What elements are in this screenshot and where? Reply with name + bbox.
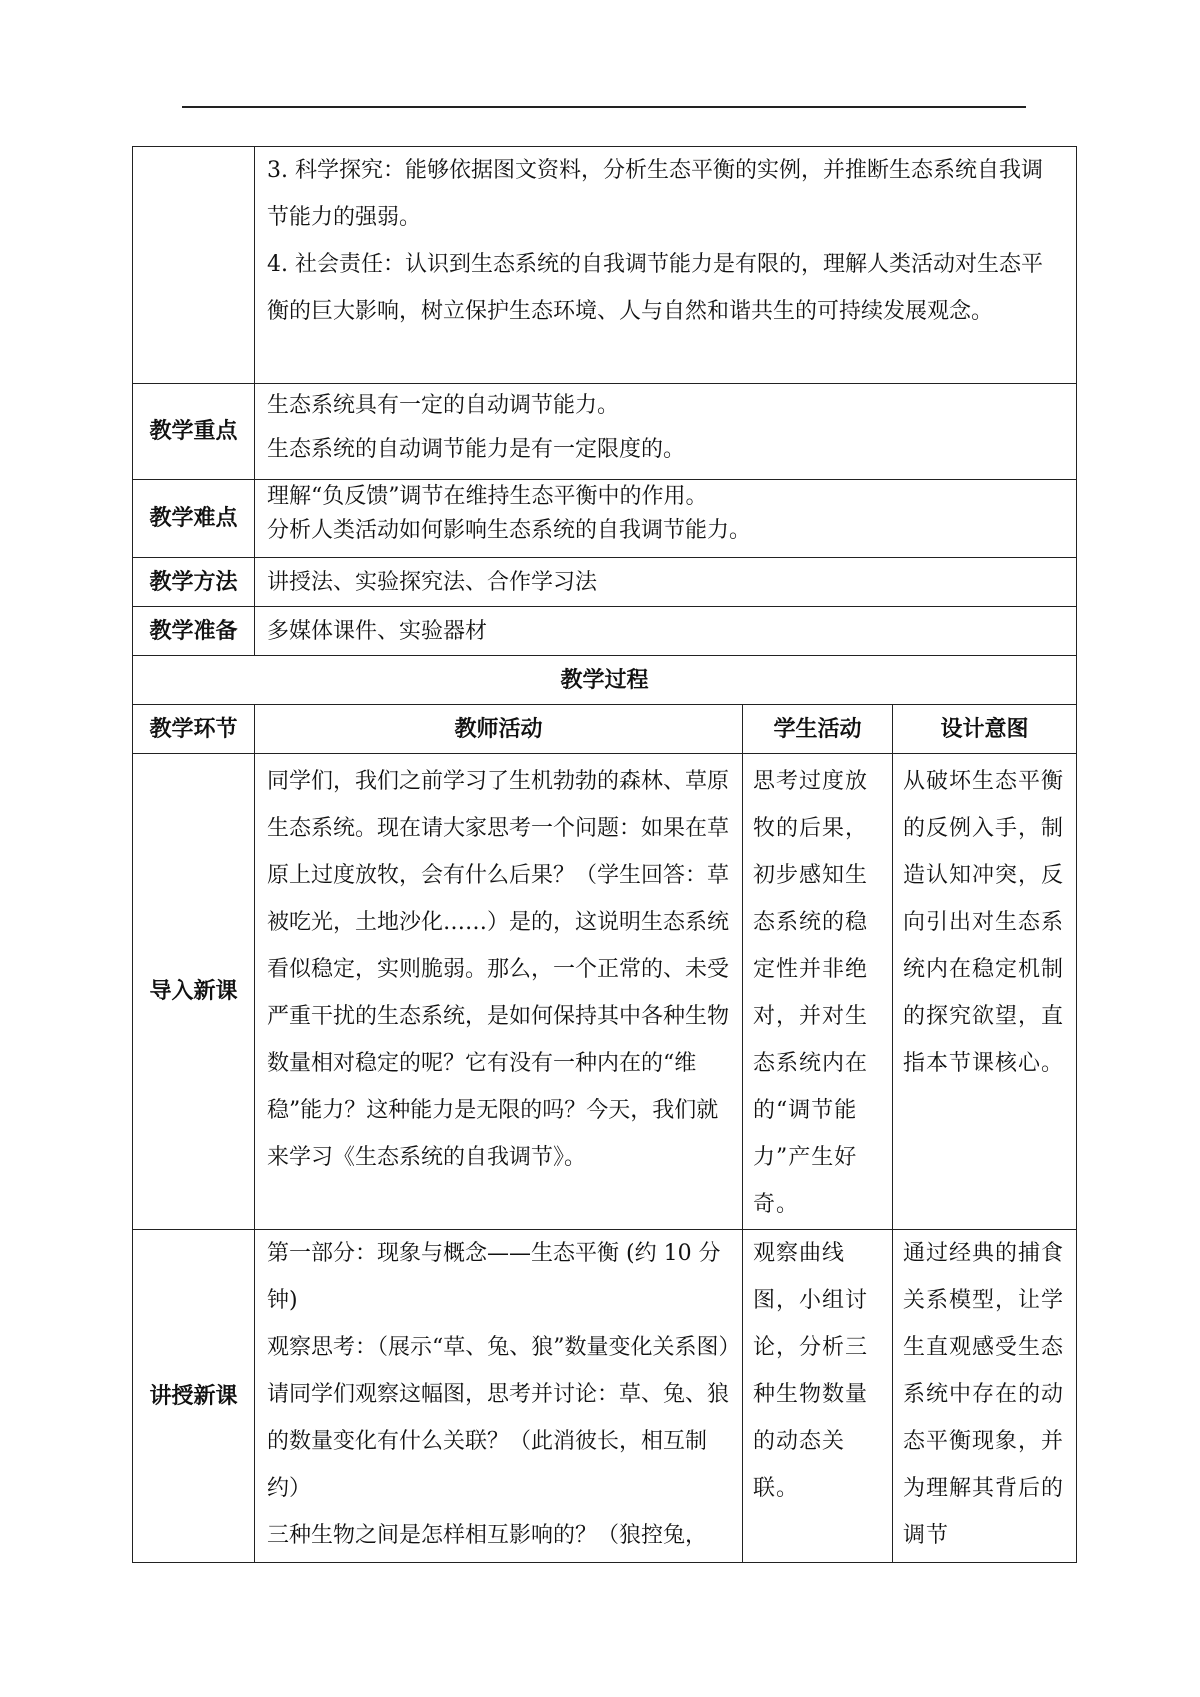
teacher-line-1: 第一部分：现象与概念——生态平衡 (约 10 分钟) bbox=[267, 1241, 721, 1313]
key-point-1: 生态系统具有一定的自动调节能力。 bbox=[267, 393, 620, 418]
column-header-teacher: 教师活动 bbox=[255, 705, 743, 754]
objectives-cell bbox=[255, 147, 1077, 384]
column-header-student: 学生活动 bbox=[743, 705, 893, 754]
difficulties-row bbox=[133, 480, 1077, 558]
preparation-label: 教学准备 bbox=[133, 607, 255, 656]
teacher-line-2: 观察思考：（展示“草、兔、狼”数量变化关系图）请同学们观察这幅图，思考并讨论：草、兔、狼的数量变化有什么关联？（此消彼长，相互制约） bbox=[267, 1335, 730, 1501]
objective-4: 4. 社会责任：认识到生态系统的自我调节能力是有限的，理解人类活动对生态平衡的巨大影响，树立保护生态环境、人与自然和谐共生的可持续发展观念。 bbox=[267, 252, 1043, 324]
lesson-plan-table bbox=[132, 146, 1077, 1563]
methods-text: 讲授法、实验探究法、合作学习法 bbox=[255, 558, 1077, 607]
key-points-row bbox=[133, 384, 1077, 480]
difficulties-cell bbox=[255, 480, 1077, 558]
column-header-stage: 教学环节 bbox=[133, 705, 255, 754]
methods-label: 教学方法 bbox=[133, 558, 255, 607]
key-points-label: 教学重点 bbox=[133, 384, 255, 480]
process-title: 教学过程 bbox=[133, 656, 1077, 705]
preparation-row bbox=[133, 607, 1077, 656]
preparation-text: 多媒体课件、实验器材 bbox=[255, 607, 1077, 656]
key-point-2: 生态系统的自动调节能力是有一定限度的。 bbox=[267, 437, 686, 462]
key-points-cell bbox=[255, 384, 1077, 480]
teacher-activity-new-lesson bbox=[255, 1230, 743, 1563]
student-activity-new-lesson: 观察曲线图，小组讨论，分析三种生物数量的动态关联。 bbox=[743, 1230, 893, 1563]
teacher-activity-intro: 同学们，我们之前学习了生机勃勃的森林、草原生态系统。现在请大家思考一个问题：如果在草原上过度放牧，会有什么后果？（学生回答：草被吃光，土地沙化……）是的，这说明生态系统看似稳定，实则脆弱。那么，一个正常的、未受严重干扰的生态系统，是如何保持其中各种生物数量相对稳定的呢？它有没有一种内在的“维稳”能力？这种能力是无限的吗？今天，我们就来学习《生态系统的自我调节》。 bbox=[255, 754, 743, 1230]
student-activity-intro: 思考过度放牧的后果，初步感知生态系统的稳定性并非绝对，并对生态系统内在的“调节能力”产生好奇。 bbox=[743, 754, 893, 1230]
design-intent-new-lesson: 通过经典的捕食关系模型，让学生直观感受生态系统中存在的动态平衡现象，并为理解其背后的调节 bbox=[893, 1230, 1077, 1563]
stage-new-lesson: 讲授新课 bbox=[133, 1230, 255, 1563]
teacher-line-3: 三种生物之间是怎样相互影响的？（狼控兔， bbox=[267, 1523, 708, 1548]
stage-intro: 导入新课 bbox=[133, 754, 255, 1230]
objectives-label-cell bbox=[133, 147, 255, 384]
table-row bbox=[133, 754, 1077, 1230]
header-rule bbox=[182, 106, 1026, 108]
table-row bbox=[133, 1230, 1077, 1563]
design-intent-intro: 从破坏生态平衡的反例入手，制造认知冲突，反向引出对生态系统内在稳定机制的探究欲望，直指本节课核心。 bbox=[893, 754, 1077, 1230]
column-header-intent: 设计意图 bbox=[893, 705, 1077, 754]
difficulty-2: 分析人类活动如何影响生态系统的自我调节能力。 bbox=[267, 518, 752, 543]
process-title-row bbox=[133, 656, 1077, 705]
difficulty-1: 理解“负反馈”调节在维持生态平衡中的作用。 bbox=[267, 484, 708, 509]
column-header-row bbox=[133, 705, 1077, 754]
objectives-row bbox=[133, 147, 1077, 384]
difficulties-label: 教学难点 bbox=[133, 480, 255, 558]
objective-3: 3. 科学探究：能够依据图文资料，分析生态平衡的实例，并推断生态系统自我调节能力的强弱。 bbox=[267, 158, 1043, 230]
methods-row bbox=[133, 558, 1077, 607]
